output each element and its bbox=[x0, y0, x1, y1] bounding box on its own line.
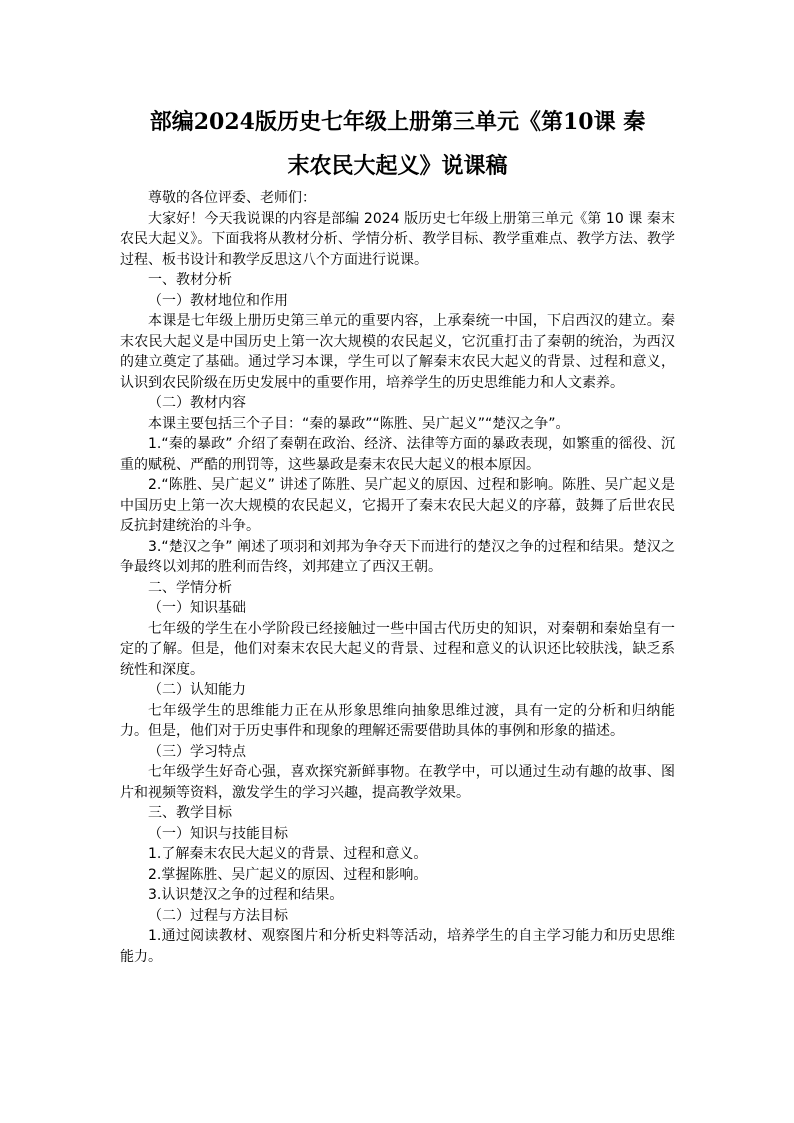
subsection-heading: （一）知识基础 bbox=[148, 600, 246, 616]
paragraph: 七年级学生的思维能力正在从形象思维向抽象思维过渡，具有一定的分析和归纳能力。但是，他们对于历史事件和现象的理解还需要借助具体的事例和形象的描述。 bbox=[120, 702, 675, 739]
subsection-heading: （一）教材地位和作用 bbox=[148, 292, 288, 309]
paragraph: 2.掌握陈胜、吴广起义的原因、过程和影响。 bbox=[148, 866, 428, 883]
paragraph: 本课是七年级上册历史第三单元的重要内容，上承秦统一中国，下启西汉的建立。秦末农民大起义是中国历史上第一次大规模的农民起义，它沉重打击了秦朝的统治，为西汉的建立奠定了基础。通过学习本课，学生可以了解秦末农民大起义的背景、过程和意义，认识到农民阶级在历史发展中的重要作用，培养学生的历史思维能力和人文素养。 bbox=[120, 313, 675, 391]
paragraph: 3.认识楚汉之争的过程和结果。 bbox=[148, 887, 344, 903]
document-title bbox=[120, 100, 675, 188]
title-line-1: 部编2024版历史七年级上册第三单元《第10课 秦 bbox=[149, 109, 646, 135]
subsection-heading: （三）学习特点 bbox=[148, 743, 246, 760]
paragraph: 1.“秦的暴政” 介绍了秦朝在政治、经济、法律等方面的暴政表现，如繁重的徭役、沉重的赋税、严酷的刑罚等，这些暴政是秦末农民大起义的根本原因。 bbox=[120, 436, 675, 473]
paragraph: 1.通过阅读教材、观察图片和分析史料等活动，培养学生的自主学习能力和历史思维能力。 bbox=[120, 928, 675, 965]
document-page bbox=[120, 100, 675, 967]
subsection-heading: （二）认知能力 bbox=[148, 682, 246, 698]
section-heading: 二、学情分析 bbox=[148, 579, 232, 596]
subsection-heading: （一）知识与技能目标 bbox=[148, 825, 288, 842]
subsection-heading: （二）过程与方法目标 bbox=[148, 907, 288, 924]
section-heading: 三、教学目标 bbox=[148, 805, 232, 821]
paragraph: 1.了解秦末农民大起义的背景、过程和意义。 bbox=[148, 846, 428, 862]
subsection-heading: （二）教材内容 bbox=[148, 395, 246, 411]
paragraph: 大家好！今天我说课的内容是部编 2024 版历史七年级上册第三单元《第 10 课 秦末农民大起义》。下面我将从教材分析、学情分析、教学目标、教学重难点、教学方法、教学过程、板书设计和教学反思这八个方面进行说课。 bbox=[120, 210, 675, 268]
paragraph: 尊敬的各位评委、老师们： bbox=[148, 190, 316, 206]
paragraph: 本课主要包括三个子目：“秦的暴政”“陈胜、吴广起义”“楚汉之争”。 bbox=[148, 415, 570, 432]
paragraph: 2.“陈胜、吴广起义” 讲述了陈胜、吴广起义的原因、过程和影响。陈胜、吴广起义是中国历史上第一次大规模的农民起义，它揭开了秦末农民大起义的序幕，鼓舞了后世农民反抗封建统治的斗争。 bbox=[120, 477, 675, 534]
section-heading: 一、教材分析 bbox=[148, 272, 232, 288]
paragraph: 3.“楚汉之争” 阐述了项羽和刘邦为争夺天下而进行的楚汉之争的过程和结果。楚汉之争最终以刘邦的胜利而告终，刘邦建立了西汉王朝。 bbox=[120, 538, 675, 575]
paragraph: 七年级学生好奇心强，喜欢探究新鲜事物。在教学中，可以通过生动有趣的故事、图片和视频等资料，激发学生的学习兴趣，提高教学效果。 bbox=[120, 764, 675, 801]
paragraph: 七年级的学生在小学阶段已经接触过一些中国古代历史的知识，对秦朝和秦始皇有一定的了解。但是，他们对秦末农民大起义的背景、过程和意义的认识还比较肤浅，缺乏系统性和深度。 bbox=[120, 620, 675, 678]
document-body bbox=[120, 188, 675, 967]
title-line-2: 末农民大起义》说课稿 bbox=[287, 153, 508, 179]
